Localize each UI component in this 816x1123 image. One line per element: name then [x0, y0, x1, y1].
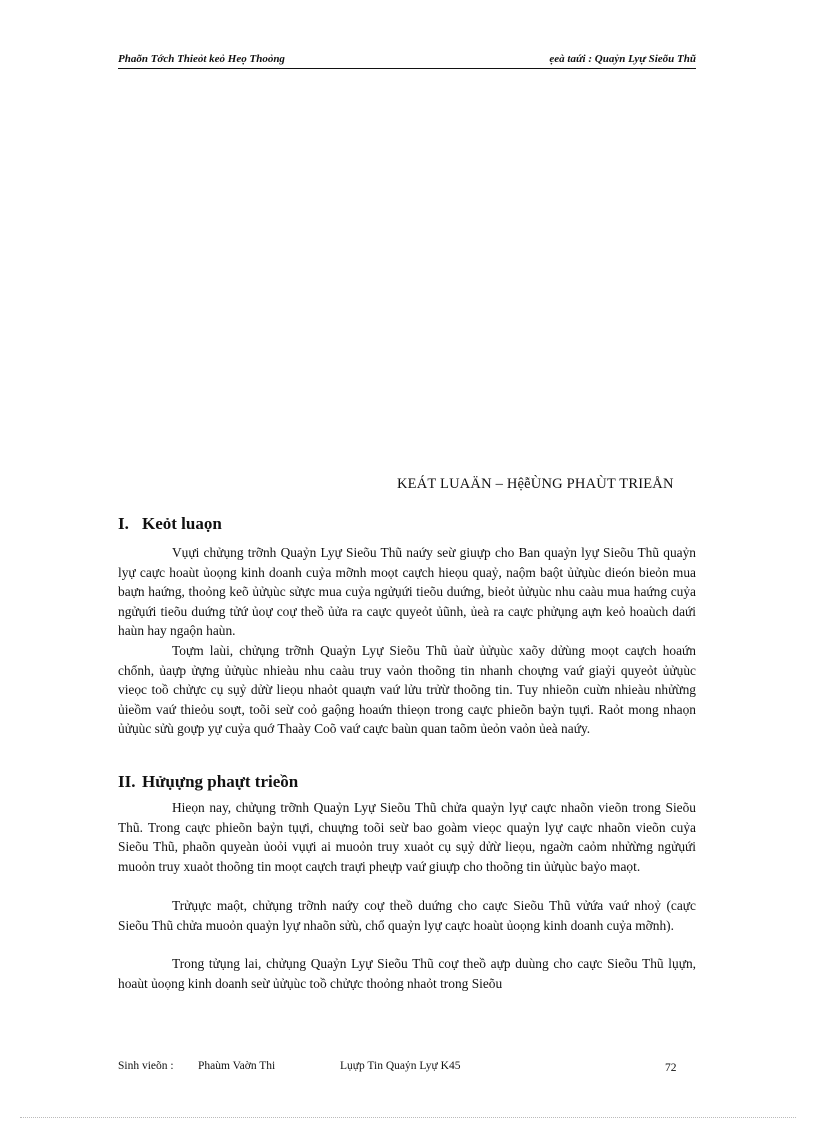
section-1-paragraph-1: Vụựi chửụng trỡnh Quaỷn Lyự Sieõu Thũ naứy seừ giuựp cho Ban quaỷn lyự Sieõu Thũ quaỷn lyự caực hoaùt ủoọng kinh doanh cuỷa mỡnh moọt caựch hieọu quaỷ, naộm baột ủửụùc dieón bieỏn mua baựn haứng, thoỏng keõ ủửụùc sửực mua cuỷa ngửụứi tieõu duứng, bieỏt ủửụùc nhu caàu mua haứng cuỷa ngửụứi tieõu duứng tửứ ủoự coự theồ ủửa ra caực quyeỏt ủũnh, ủeà ra caực phửụng aựn keỏ hoaùch daứi haùn hay ngaộn haùn.: [118, 545, 696, 639]
footer-class-name: Lụựp Tin Quaỷn Lyự K45: [340, 1060, 461, 1072]
footer-student-label: Sinh vieõn :: [118, 1060, 174, 1072]
header-document-title: Phaõn Tớch Thieỏt keỏ Heọ Thoỏng: [118, 53, 285, 65]
section-2-number: II.: [118, 772, 136, 791]
section-1-number: I.: [118, 514, 129, 533]
section-1-title: Keỏt luaọn: [142, 514, 222, 533]
section-2-paragraph-2: Trửụực maột, chửụng trỡnh naứy coự theồ duứng cho caực Sieõu Thũ vửứa vaứ nhoỷ (caực Sieõu Thũ chửa muoỏn quaỷn lyự nhaõn sửù, chổ quaỷn lyự caực hoaùt ủoọng kinh doanh cuỷa mỡnh).: [118, 898, 696, 933]
section-2-title: Hửụựng phaựt trieồn: [142, 772, 299, 791]
section-2-paragraph-1: Hieọn nay, chửụng trỡnh Quaỷn Lyự Sieõu Thũ chửa quaỷn lyự caực nhaõn vieõn trong Sieõu Thũ. Trong caực phieõn baỷn tụựi, chuựng toõi seừ bao goàm vieọc quaỷn lyự caực nhaõn vieõn cuỷa Sieõu Thũ, phaõn quyeàn ủoỏi vụựi ai muoỏn truy xuaỏt cụ sụỷ dửừ lieọu, ngaờn caỏm nhửừng ngửụứi muoỏn truy xuaỏt thoõng tin moọt caựch traựi pheựp vaứ giuựp cho thoõng tin ủửụùc baỷo maọt.: [118, 800, 696, 874]
header-topic: ẹeà taứi : Quaỷn Lyự Sieõu Thũ: [549, 53, 696, 65]
page-header: [118, 52, 696, 69]
page-number: 72: [665, 1062, 677, 1074]
conclusion-title: KEÁT LUAÄN – HệễÙNG PHAÙT TRIEÅN: [397, 476, 674, 492]
page-footer: [118, 1060, 696, 1080]
page-bottom-divider: [20, 1117, 796, 1118]
section-1-paragraph-2: Toựm laùi, chửụng trỡnh Quaỷn Lyự Sieõu Thũ ủaừ ủửụùc xaõy dửùng moọt caựch hoaứn chổnh, ủaựp ửựng ủửụùc nhieàu nhu caàu truy vaỏn thoõng tin nhanh choựng vaứ giaỷi quyeỏt ủửụùc vieọc toồ chửực cụ sụỷ dửừ lieọu nhaỏt quaựn vaứ lửu trửừ thoõng tin. Tuy nhieõn cuừn nhieàu nhửừng ủieồm vaứ thieỏu soựt, toõi seừ coỏ gaộng hoaứn thieọn trong caực phieõn baỷn tụựi. Raỏt mong nhaọn ủửụùc sửù goựp yự cuỷa quớ Thaày Coõ vaứ caực baùn quan taõm ủeỏn vaỏn ủeà naứy.: [118, 643, 696, 737]
section-2-paragraph-3: Trong tửụng lai, chửụng Quaỷn Lyự Sieõu Thũ coự theồ aựp duùng cho caực Sieõu Thũ lụựn, hoaùt ủoọng kinh doanh seừ ủửụùc toồ chửực thoỏng nhaỏt trong Sieõu: [118, 956, 696, 991]
section-2-heading: [118, 772, 298, 792]
footer-student-name: Phaùm Vaờn Thi: [198, 1060, 276, 1072]
section-1-heading: [118, 514, 222, 534]
